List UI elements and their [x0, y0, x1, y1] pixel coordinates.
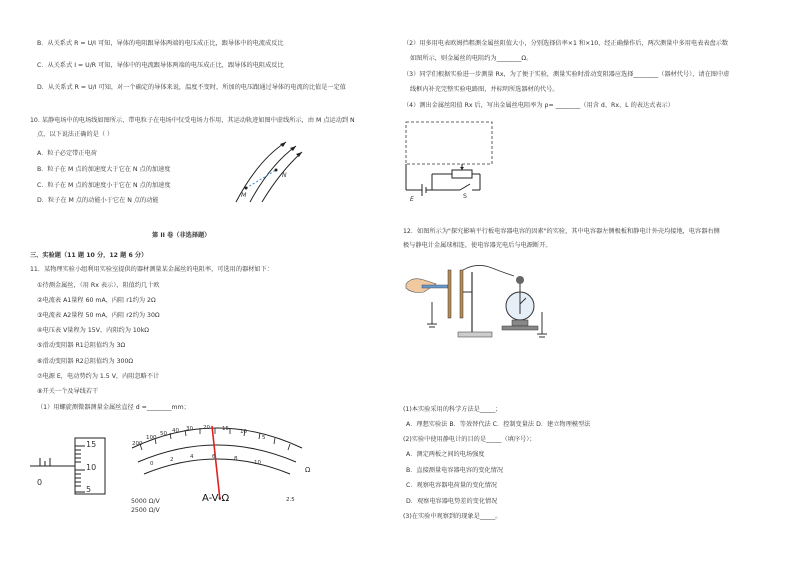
micrometer-tick-label: 10 — [86, 463, 97, 472]
meter-tick-label: 200 — [132, 441, 143, 447]
meter-mid-label: 6 — [212, 454, 216, 460]
micrometer-tick-label: 15 — [86, 440, 97, 449]
question-10: 10. 某静电场中的电场线如图所示，带电粒子在电场中仅受电场力作用，其运动轨迹如图中虚线所示，由 M 点运动到 N — [30, 117, 355, 124]
question-12-1-options: A．理想实验法 B．等效替代法 C．控制变量法 D．建立物理模型法 — [406, 421, 591, 428]
question-11-1: （1）用螺旋测微器测量金属丝直径 d =________mm； — [37, 404, 190, 411]
meter-ohm-label: Ω — [305, 466, 311, 474]
q10-option-c: C．粒子在 M 点的加速度小于它在 N 点的加速度 — [37, 182, 171, 189]
meter-right-label: 2.5 — [286, 497, 295, 503]
q12-option-d: D．观察电容器电势差的变化情况 — [406, 498, 498, 505]
question-12: 12．如图所示为"探究影响平行板电容器电容的因素"的实验，其中电容器左侧极板和静电计外壳均接地，电容器右侧 — [403, 228, 720, 235]
equipment-item: ③电流表 A2量程 50 mA，内阻 r2约为 30Ω — [37, 312, 160, 319]
equipment-item: ⑥滑动变阻器 R2总阻值约为 300Ω — [37, 358, 134, 365]
meter-tick-label: 100 — [146, 435, 157, 441]
question-11-3-cont: 线框内补充完整实验电路图，并标明所选器材的代号。 — [410, 86, 559, 93]
equipment-item: ②电流表 A1量程 60 mA，内阻 r1约为 2Ω — [37, 297, 156, 304]
q12-option-a: A．测定两板之间的电场强度 — [406, 451, 485, 458]
meter-tick-label: 5 — [262, 435, 266, 441]
q10-option-b: B．粒子在 M 点的加速度大于它在 N 点的加速度 — [37, 166, 171, 173]
question-12-1: (1)本实验采用的科学方法是_____； — [403, 406, 502, 413]
circuit-figure — [402, 118, 497, 200]
option-b: B．从关系式 R = U/I 可知，导体的电阻跟导体两端的电压成正比，跟导体中的电流成反比 — [37, 40, 284, 47]
meter-spec-1: 5000 Ω/V — [131, 498, 160, 505]
field-line-figure — [228, 140, 303, 205]
meter-mid-label: 10 — [254, 460, 261, 466]
section-heading: 第 II 卷（非选择题） — [152, 232, 211, 239]
meter-tick-label: 40 — [172, 428, 179, 434]
question-11-2-cont: 如图所示，则金属丝的电阻约为________Ω。 — [410, 55, 533, 62]
meter-mid-label: 2 — [170, 457, 174, 463]
question-10-cont: 点，以下说法正确的是（ ） — [37, 131, 114, 138]
question-12-3: (3)在实验中观察到的现象是_____。 — [403, 513, 502, 520]
q10-option-a: A．粒子必定带正电荷 — [37, 150, 97, 157]
fig10-label-m: M — [241, 192, 247, 199]
q12-option-c: C．观察电容器电荷量的变化情况 — [406, 482, 497, 489]
equipment-item: ④电压表 V量程为 15V，内阻约为 10kΩ — [37, 327, 150, 334]
meter-mid-label: 0 — [150, 461, 154, 467]
fig10-label-n: N — [282, 172, 287, 179]
meter-tick-label: 20 — [203, 425, 210, 431]
meter-tick-label: 50 — [160, 431, 167, 437]
equipment-item: ⑤滑动变阻器 R1总阻值约为 3Ω — [37, 342, 126, 349]
meter-tick-label: 15 — [222, 426, 229, 432]
meter-mid-label: 4 — [190, 454, 194, 460]
micrometer-figure — [30, 436, 110, 496]
meter-tick-label: 10 — [240, 429, 247, 435]
q10-option-d: D．粒子在 M 点的动能小于它在 N 点的动能 — [37, 197, 159, 204]
option-d: D．从关系式 R = U/I 可知，对一个确定的导体来说，温度不变时，所加的电压跟通过导体的电流的比值是一定值 — [37, 84, 346, 91]
question-11-4: （4）测出金属丝阻值 Rx 后，写出金属丝电阻率为 ρ= ________（用含 d、Rx、L 的表达式表示） — [403, 102, 674, 109]
meter-mid-label: 8 — [234, 456, 238, 462]
question-12-cont: 极与静电计金属球相连，使电容器充电后与电源断开。 — [403, 242, 552, 249]
micrometer-tick-label: 5 — [86, 485, 92, 494]
equipment-item: ⑧开关一个及导线若干 — [37, 388, 99, 395]
meter-spec-2: 2500 Ω/V — [131, 507, 160, 514]
question-12-2: (2)实验中使用静电计的目的是_____（填序号）； — [403, 436, 536, 443]
question-11: 11．某物理实验小组利用实验室提供的器材测量某金属丝的电阻率，可选用的器材如下： — [30, 266, 273, 273]
question-11-2: （2）用多用电表欧姆挡粗测金属丝阻值大小，分别选择倍率×1 和×10，经正确操作后，两次测量中多用电表表盘示数 — [403, 40, 729, 47]
q12-option-b: B．直接测量电容器电容的变化情况 — [406, 467, 504, 474]
option-c: C．从关系式 I = U/R 可知，导体中的电流跟导体两端的电压成正比，跟导体的电阻成反比 — [37, 62, 284, 69]
circuit-label-e: E — [410, 196, 414, 203]
meter-label: A-V-Ω — [202, 493, 230, 504]
meter-tick-label: 30 — [186, 426, 193, 432]
capacitor-experiment-figure — [402, 262, 557, 342]
experiment-heading: 三、实验题（11 题 10 分，12 题 6 分） — [30, 252, 148, 259]
circuit-label-s: S — [463, 193, 467, 200]
question-11-3: （3）同学们根据实验进一步测量 Rx，为了便于实验，测量实验时滑动变阻器应选择________（器材代号），请在图中虚 — [403, 71, 730, 78]
equipment-item: ①待测金属丝，（用 Rx 表示），阻值约几十欧 — [37, 282, 160, 289]
equipment-item: ⑦电源 E，电动势约为 1.5 V，内阻忽略不计 — [37, 373, 160, 380]
micrometer-zero-label: 0 — [37, 478, 43, 487]
